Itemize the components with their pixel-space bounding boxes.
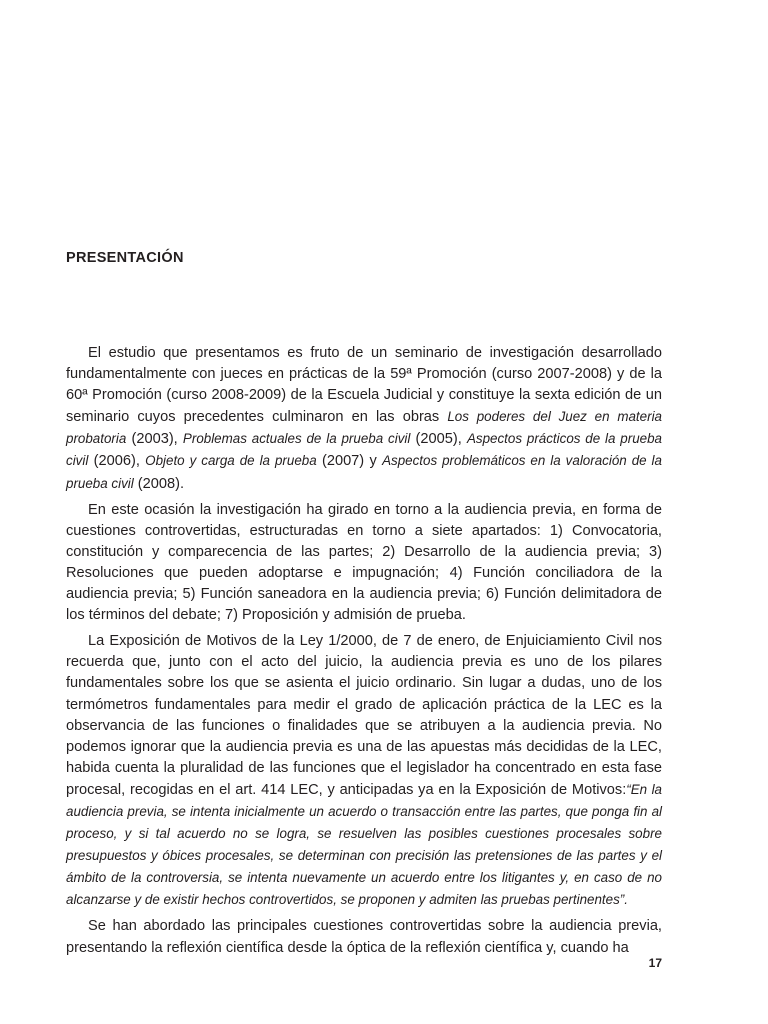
book-title: Problemas actuales de la prueba civil [182,431,411,447]
paragraph [66,916,662,958]
text-run: (2007) y [316,453,383,470]
text-run: Se han abordado las principales cuestiones controvertidas sobre la audiencia previa, presentando la reflexión científica desde la óptica de la reflexión científica y, cuando ha [66,918,662,956]
paragraph [66,343,662,495]
text-run: (2008). [133,475,185,492]
text-run: (2006), [88,453,146,470]
book-title: Aspectos prácticos de la prueba civil [66,431,662,469]
text-run: El estudio que presentamos es fruto de un seminario de investigación desarrollado fundamentalmente con jueces en prácticas de la 59ª Promoción (curso 2007-2008) y de la 60ª Promoción (curso 2008-2009) de la Escuela Judicial y constituye la sexta edición de un seminario cuyos precedentes culminaron en las obras [66,345,662,426]
body-text [66,343,662,964]
page-title: PRESENTACIÓN [66,250,184,266]
quotation: “En la audiencia previa, se intenta inicialmente un acuerdo o transacción entre las partes, que ponga fin al proceso, y si tal acuerdo no se logra, se resuelven las posibles cuestiones procesales sobre presupuestos y óbices procesales, se determinan con precisión las pretensiones de las partes y el ámbito de la controversia, se intenta nuevamente un acuerdo entre los litigantes y, en caso de no alcanzarse y de existir hechos controvertidos, se proponen y admiten las pruebas pertinentes”. [66,781,662,908]
book-title: Objeto y carga de la prueba [145,453,317,469]
book-title: Aspectos problemáticos en la valoración de la prueba civil [66,453,662,491]
text-run: La Exposición de Motivos de la Ley 1/2000, de 7 de enero, de Enjuiciamiento Civil nos recuerda que, junto con el acto del juicio, la audiencia previa es uno de los pilares fundamentales sobre los que se asienta el juicio ordinario. Sin lugar a dudas, uno de los termómetros fundamentales para medir el grado de aplicación práctica de la LEC es la observancia de las funciones o finalidades que se atribuyen a la audiencia previa. No podemos ignorar que la audiencia previa es una de las apuestas más decididas de la LEC, habida cuenta la pluralidad de las funciones que el legislador ha concentrado en esta fase procesal, recogidas en el art. 414 LEC, y anticipadas ya en la Exposición de Motivos: [66,633,662,798]
text-run: (2003), [126,431,183,448]
paragraph [66,631,662,911]
book-title: Los poderes del Juez en materia probatoria [66,409,662,447]
text-run: En este ocasión la investigación ha girado en torno a la audiencia previa, en forma de cuestiones controvertidas, estructuradas en torno a siete apartados: 1) Convocatoria, constitución y comparecencia de las partes; 2) Desarrollo de la audiencia previa; 3) Resoluciones que pueden adoptarse e impugnación; 4) Función conciliadora de la audiencia previa; 5) Función saneadora en la audiencia previa; 6) Función delimitadora de los términos del debate; 7) Proposición y admisión de prueba. [66,501,662,624]
page-number: 17 [648,956,662,970]
text-run: (2005), [410,431,467,448]
paragraph [66,500,662,627]
